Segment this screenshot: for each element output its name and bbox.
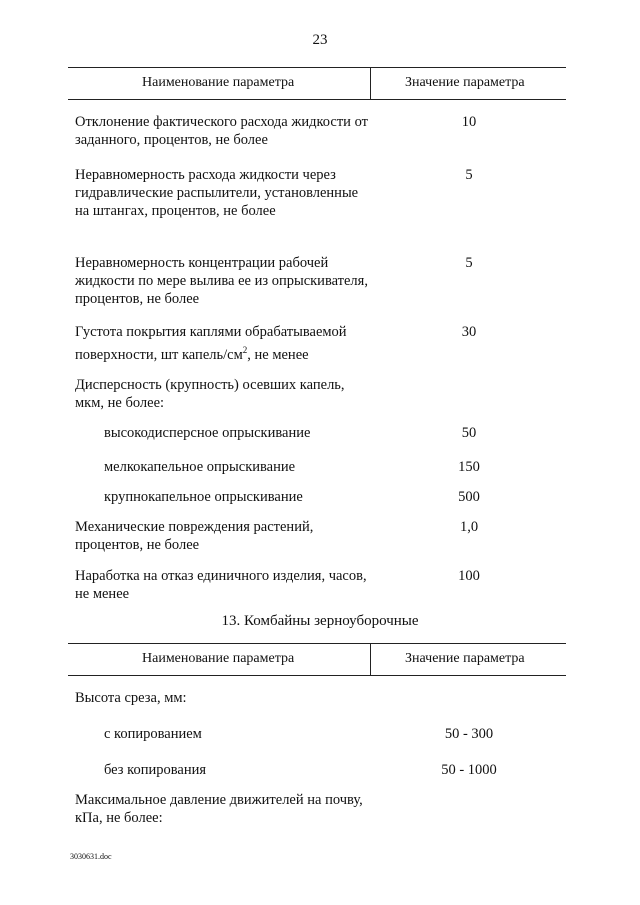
table1-col-value-header: Значение параметра (405, 75, 525, 90)
table-row-label: без копирования (104, 762, 207, 778)
table2-header-divider (370, 643, 371, 675)
table-row-value: 1,0 (459, 519, 479, 535)
table-row-label: Дисперсность (крупность) осевших капель, мкм, не более: (75, 377, 345, 411)
table1-header-top-rule (68, 67, 566, 68)
table2-col-name-header: Наименование параметра (142, 651, 295, 666)
table-row-value: 50 - 300 (444, 726, 494, 742)
table2-header-top-rule (68, 643, 566, 644)
table-row-label: Отклонение фактического расхода жидкости от заданного, процентов, не более (75, 114, 368, 148)
density-label-suffix: , не менее (247, 346, 309, 363)
table1-header-divider (370, 67, 371, 99)
table-row-label: Механические повреждения растений, процентов, не более (75, 519, 314, 553)
table-row-value: 5 (465, 167, 473, 183)
table-row-label: крупнокапельное опрыскивание (104, 489, 303, 505)
table-row-value: 10 (461, 114, 477, 130)
page-number: 23 (312, 32, 328, 48)
table1-header-bottom-rule (68, 99, 566, 100)
table-row-label: высокодисперсное опрыскивание (104, 425, 311, 441)
table-row-value: 5 (465, 255, 473, 271)
table-row-value: 500 (458, 489, 480, 505)
table-row-value: 30 (461, 324, 477, 340)
table-row-value: 50 (461, 425, 477, 441)
table-row-label: Неравномерность расхода жидкости через гидравлические распылители, установленные на штангах, процентов, не более (75, 167, 359, 219)
table-row-label: Неравномерность концентрации рабочей жидкости по мере вылива ее из опрыскивателя, процентов, не более (75, 255, 368, 307)
table-row-label (75, 323, 375, 364)
table1-col-name-header: Наименование параметра (142, 75, 295, 90)
table-row-value: 50 - 1000 (441, 762, 497, 778)
table-row-value: 100 (458, 568, 480, 584)
density-label-text: Густота покрытия каплями обрабатываемой поверхности, шт капель/см (75, 324, 347, 363)
table-row-label: мелкокапельное опрыскивание (104, 459, 296, 475)
table-row-label: Наработка на отказ единичного изделия, часов, не менее (75, 568, 367, 602)
table-row-value: 150 (458, 459, 480, 475)
table2-col-value-header: Значение параметра (405, 651, 525, 666)
table2-header-bottom-rule (68, 675, 566, 676)
table-row-label: Высота среза, мм: (75, 690, 187, 706)
table-row-label: Максимальное давление движителей на почву, кПа, не более: (75, 792, 363, 826)
table-row-label: с копированием (104, 726, 202, 742)
square-superscript: 2 (242, 345, 248, 355)
footer-filename: 3030631.doc (70, 852, 112, 861)
section-title: 13. Комбайны зерноуборочные (221, 613, 419, 629)
